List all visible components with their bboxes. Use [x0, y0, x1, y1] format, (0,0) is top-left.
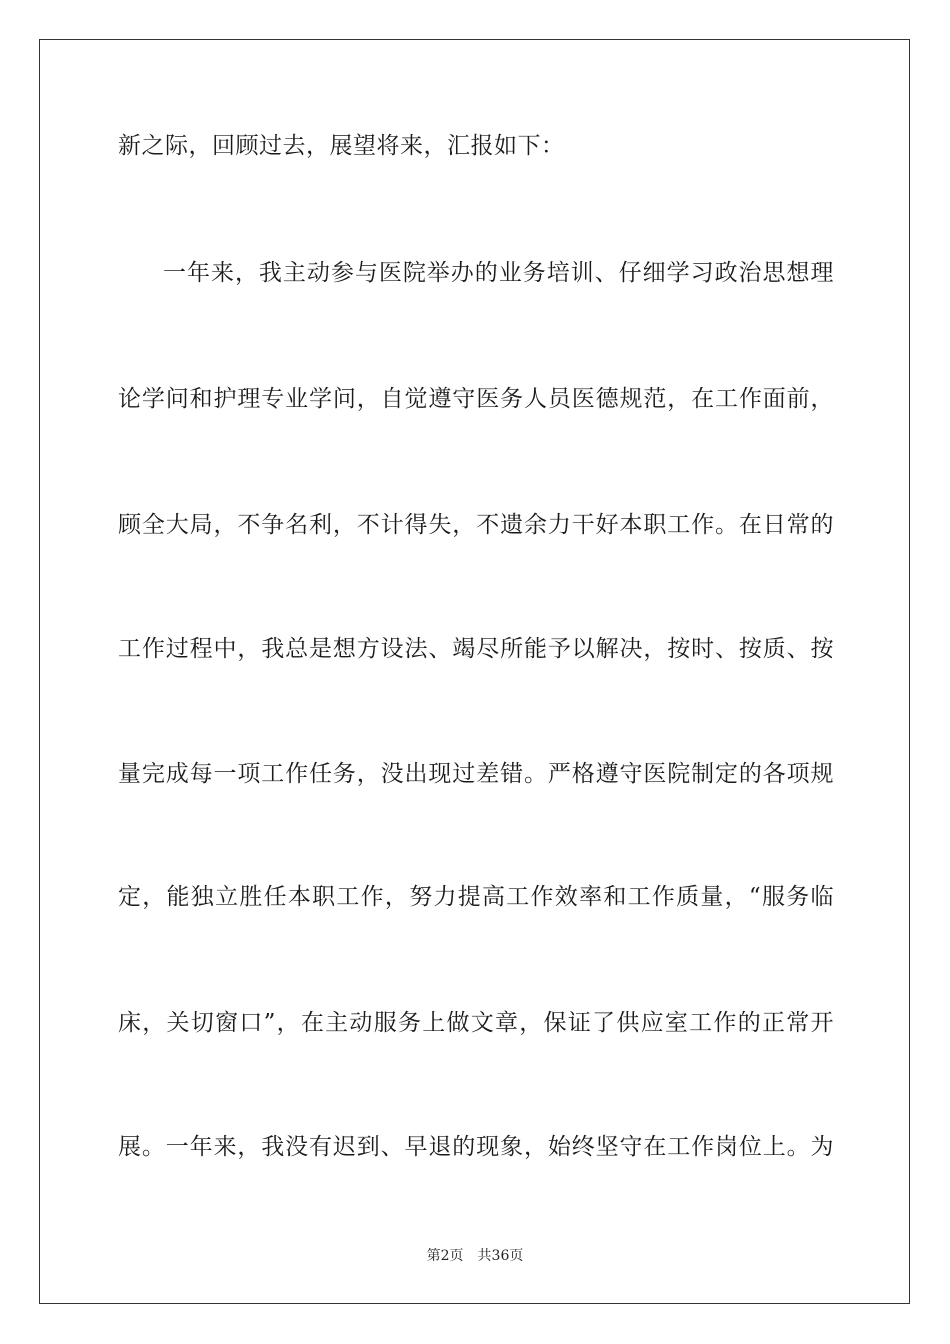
paragraph-line-6: 量完成每一项工作任务，没出现过差错。严格遵守医院制定的各项规: [118, 761, 834, 787]
page-footer: [0, 1247, 950, 1265]
paragraph-line-2: 一年来，我主动参与医院举办的业务培训、仔细学习政治思想理: [163, 260, 834, 286]
paragraph-line-8: 床，关切窗口”，在主动服务上做文章，保证了供应室工作的正常开: [118, 1010, 834, 1036]
paragraph-line-4: 顾全大局，不争名利，不计得失，不遗余力干好本职工作。在日常的: [118, 512, 834, 538]
paragraph-line-5: 工作过程中，我总是想方设法、竭尽所能予以解决，按时、按质、按: [118, 636, 834, 662]
paragraph-line-9: 展。一年来，我没有迟到、早退的现象，始终坚守在工作岗位上。为: [118, 1134, 834, 1160]
paragraph-line-7: 定，能独立胜任本职工作，努力提高工作效率和工作质量，“服务临: [118, 884, 834, 910]
paragraph-line-1: 新之际，回顾过去，展望将来，汇报如下：: [118, 133, 565, 159]
page-number: 第2页: [426, 1248, 464, 1264]
page-total: 共36页: [477, 1248, 524, 1264]
paragraph-line-3: 论学问和护理专业学问，自觉遵守医务人员医德规范，在工作面前，: [118, 386, 834, 412]
page-border: [39, 39, 910, 1304]
